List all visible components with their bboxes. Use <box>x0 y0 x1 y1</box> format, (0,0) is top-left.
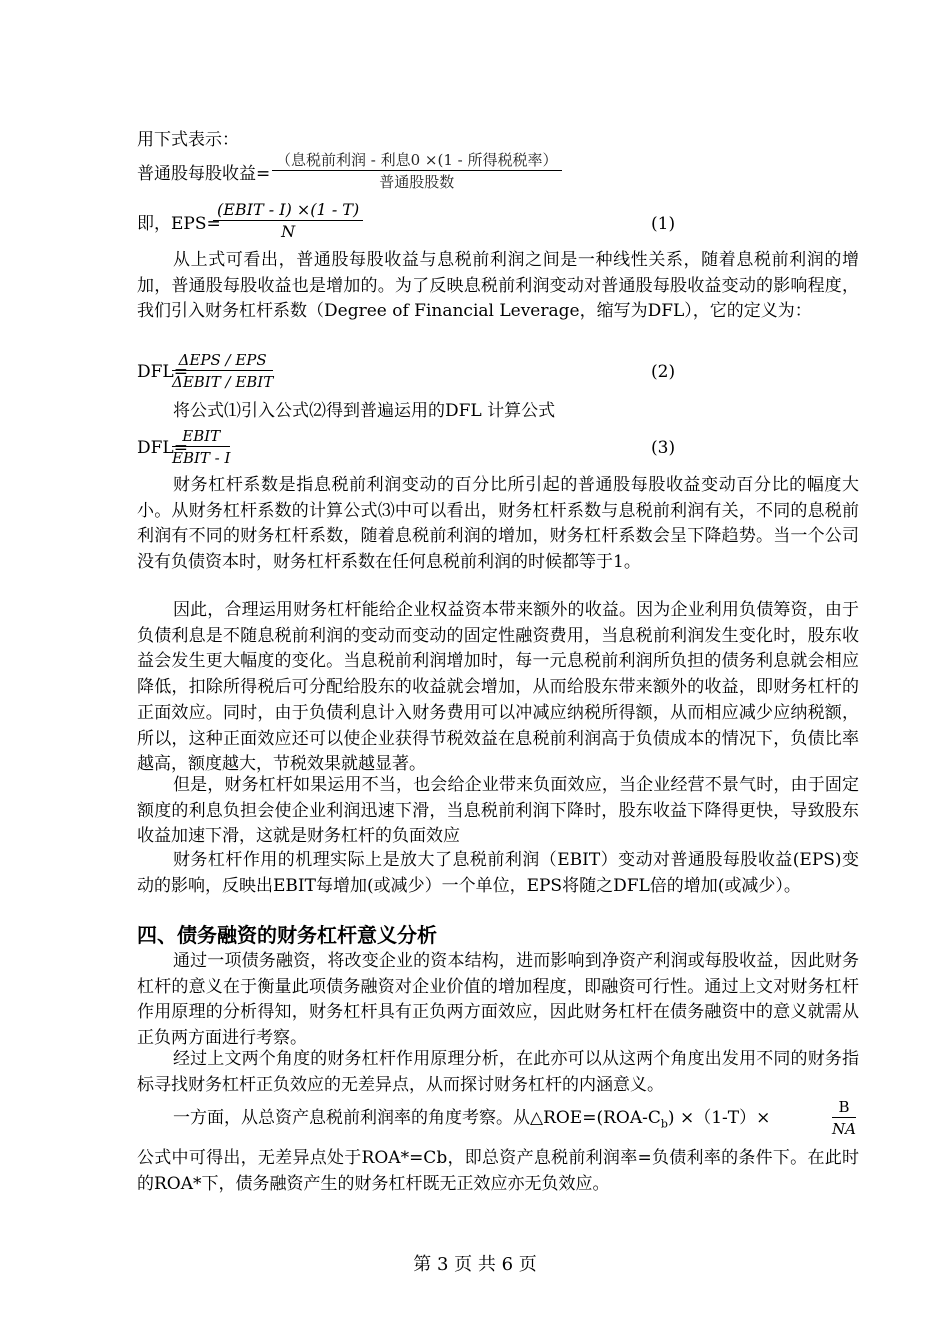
eq2-number: (2) <box>651 362 676 382</box>
eq2-denominator: ΔEBIT / EBIT <box>172 373 274 391</box>
paragraph-8-text: 一方面，从总资产息税前利润率的角度考察。从△ROE=(ROA-C <box>173 1108 661 1128</box>
eq1-number: (1) <box>651 214 676 234</box>
paragraph-2: 财务杠杆系数是指息税前利润变动的百分比所引起的普通股每股收益变动百分比的幅度大小。从财务杠杆系数的计算公式⑶中可以看出，财务杠杆系数与息税前利润有关，不同的息税前利润有不同的财务杠杆系数，随着息税前利润的增加，财务杠杆系数会呈下降趋势。当一个公司没有负债资本时，财务杠杆系数在任何息税前利润的时候都等于1。 <box>137 475 859 573</box>
eq1-denominator: N <box>281 222 296 241</box>
fraction-numerator-b: B <box>838 1098 850 1116</box>
paragraph-3: 因此，合理运用财务杠杆能给企业权益资本带来额外的收益。因为企业利用负债筹资，由于负债利息是不随息税前利润的变动而变动的固定性融资费用，当息税前利润发生变化时，股东收益会发生更大幅度的变化。当息税前利润增加时，每一元息税前利润所负担的债务利息就会相应降低，扣除所得税后可分配给股东的收益就会增加，从而给股东带来额外的收益，即财务杠杆的正面效应。同时，由于负债利息计入财务费用可以冲减应纳税所得额，从而相应减少应纳税额，所以，这种正面效应还可以使企业获得节税效益在息税前利润高于负债成本的情况下，负债比率越高，额度越大，节税效果就越显著。 <box>137 600 859 775</box>
paragraph-4: 但是，财务杠杆如果运用不当，也会给企业带来负面效应，当企业经营不景气时，由于固定额度的利息负担会使企业利润迅速下滑，当息税前利润下降时，股东收益下降得更快，导致股东收益加速下滑，这就是财务杠杆的负面效应 <box>137 775 859 847</box>
subscript-b: b <box>660 1117 668 1131</box>
eq3-denominator: EBIT - I <box>172 449 231 467</box>
eq2-fraction <box>172 350 273 393</box>
fraction-denominator-na: NA <box>832 1120 856 1138</box>
paragraph-7: 经过上文两个角度的财务杠杆作用原理分析，在此亦可以从这两个角度出发用不同的财务指标寻找财务杠杆正负效应的无差异点，从而探讨财务杠杆的内涵意义。 <box>137 1049 859 1095</box>
eq2-lhs: DFL= <box>137 362 188 382</box>
eps-word-numerator: （息税前利润 - 利息0 ×(1 - 所得税税率） <box>276 151 558 169</box>
paragraph-5: 财务杠杆作用的机理实际上是放大了息税前利润（EBIT）变动对普通股每股收益(EPS)变动的影响，反映出EBIT每增加(或减少）一个单位，EPS将随之DFL倍的增加(或减少）。 <box>137 850 859 896</box>
paragraph-8-rest: 公式中可得出，无差异点处于ROA*=Cb，即总资产息税前利润率=负债利率的条件下。在此时的ROA*下，债务融资产生的财务杠杆既无正效应亦无负效应。 <box>137 1148 859 1194</box>
eps-word-fraction <box>272 150 562 193</box>
eq3-lhs: DFL= <box>137 438 188 458</box>
eq2-note: 将公式⑴引入公式⑵得到普遍运用的DFL 计算公式 <box>173 401 556 421</box>
eq3-numerator: EBIT <box>182 427 221 445</box>
eps-word-lhs: 普通股每股收益= <box>137 164 271 184</box>
eq1-numerator: (EBIT - I) ×(1 - T) <box>217 200 360 219</box>
eq3-number: (3) <box>651 438 676 458</box>
eq2-numerator: ΔEPS / EPS <box>178 351 267 369</box>
paragraph-8-fraction <box>832 1097 856 1140</box>
section-heading: 四、债务融资的财务杠杆意义分析 <box>137 923 437 947</box>
paragraph-8-tail: ) ×（1-T）× <box>667 1108 771 1128</box>
eps-word-denominator: 普通股股数 <box>379 173 455 191</box>
paragraph-6: 通过一项债务融资，将改变企业的资本结构，进而影响到净资产利润或每股收益，因此财务杠杆的意义在于衡量此项债务融资对企业价值的增加程度，即融资可行性。通过上文对财务杠杆作用原理的分析得知，财务杠杆具有正负两方面效应，因此财务杠杆在债务融资中的意义就需从正负两方面进行考察。 <box>137 951 859 1049</box>
page-footer: 第 3 页 共 6 页 <box>413 1254 537 1275</box>
eq1-lhs: 即，EPS= <box>137 214 221 234</box>
eq1-fraction <box>213 200 363 243</box>
paragraph-8-lead <box>173 1106 770 1136</box>
paragraph-1: 从上式可看出，普通股每股收益与息税前利润之间是一种线性关系，随着息税前利润的增加，普通股每股收益也是增加的。为了反映息税前利润变动对普通股每股收益变动的影响程度，我们引入财务杠杆系数（Degree of Financial Leverage，缩写为DFL），它的定义为： <box>137 250 859 322</box>
eq3-fraction <box>172 426 230 469</box>
intro-line: 用下式表示： <box>137 130 239 150</box>
